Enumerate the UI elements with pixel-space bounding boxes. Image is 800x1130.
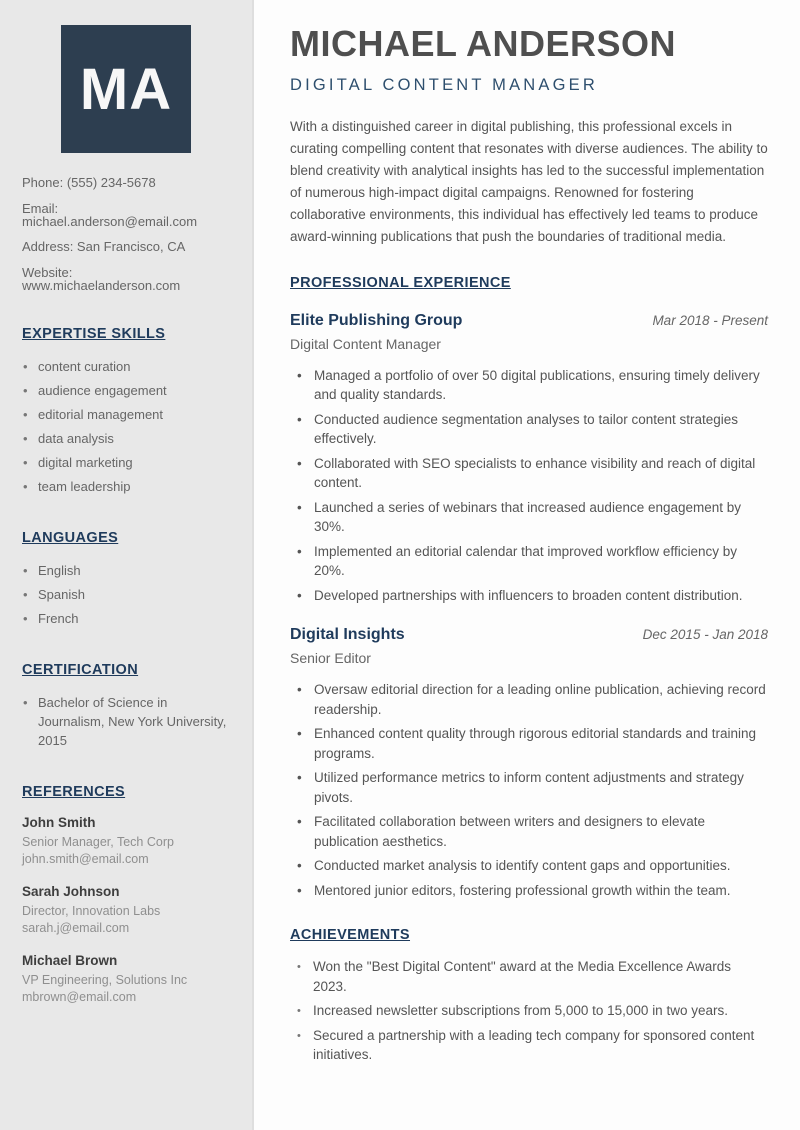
skill-item: • content curation xyxy=(22,357,230,376)
reference-name: Sarah Johnson xyxy=(22,883,120,899)
job-company: Digital Insights xyxy=(290,626,405,644)
job-role: Digital Content Manager xyxy=(290,335,441,352)
job-bullets xyxy=(290,680,768,900)
achievements-section xyxy=(290,927,768,1065)
experience-section xyxy=(290,275,768,901)
job-bullet: • Managed a portfolio of over 50 digital publications, ensuring timely delivery and quality standards. xyxy=(296,366,768,405)
references-heading: REFERENCES xyxy=(22,783,126,800)
contact-info xyxy=(22,176,230,292)
job-bullet: • Collaborated with SEO specialists to enhance visibility and reach of digital content. xyxy=(296,454,768,493)
job-bullet: • Implemented an editorial calendar that improved workflow efficiency by 20%. xyxy=(296,542,768,581)
job-header xyxy=(290,626,768,644)
main-content xyxy=(254,0,800,1130)
profile-summary: With a distinguished career in digital publishing, this professional excels in curating compelling content that resonates with diverse audiences. The ability to blend creativity with analytical insights has led to the successful implementation of numerous high-impact digital campaigns. Renowned for fostering collaborative environments, this individual has effectively led teams to produce award-winning publications that push the boundaries of traditional media. xyxy=(290,118,768,244)
reference-title: Senior Manager, Tech Corp xyxy=(22,834,174,849)
achievements-heading: ACHIEVEMENTS xyxy=(290,927,411,944)
job-entry-digital-insights xyxy=(290,626,768,900)
language-item: • Spanish xyxy=(22,585,230,604)
job-entry-elite-publishing xyxy=(290,312,768,606)
job-dates: Mar 2018 - Present xyxy=(652,312,768,328)
reference-entry xyxy=(22,884,230,938)
skills-heading: EXPERTISE SKILLS xyxy=(22,325,166,342)
sidebar xyxy=(0,0,254,1130)
contact-address: Address: San Francisco, CA xyxy=(22,239,186,254)
reference-title: VP Engineering, Solutions Inc xyxy=(22,972,188,987)
skill-item: • editorial management xyxy=(22,405,230,424)
skills-section xyxy=(22,326,230,496)
languages-list xyxy=(22,561,230,628)
contact-website: Website: www.michaelanderson.com xyxy=(22,264,181,293)
language-item: • French xyxy=(22,609,230,628)
job-bullet: • Developed partnerships with influencers to broaden content distribution. xyxy=(296,586,768,606)
job-bullets xyxy=(290,366,768,606)
job-bullet: • Conducted market analysis to identify content gaps and opportunities. xyxy=(296,856,768,876)
certification-item: • Bachelor of Science in Journalism, New York University, 2015 xyxy=(22,693,230,750)
job-company: Elite Publishing Group xyxy=(290,311,463,329)
skill-item: • data analysis xyxy=(22,429,230,448)
job-bullet: • Mentored junior editors, fostering professional growth within the team. xyxy=(296,881,768,901)
person-job-title: DIGITAL CONTENT MANAGER xyxy=(290,75,598,94)
job-bullet: • Conducted audience segmentation analyses to tailor content strategies effectively. xyxy=(296,410,768,449)
language-item: • English xyxy=(22,561,230,580)
job-bullet: • Launched a series of webinars that increased audience engagement by 30%. xyxy=(296,498,768,537)
job-bullet: • Enhanced content quality through rigorous editorial standards and training programs. xyxy=(296,724,768,763)
achievement-item: • Won the "Best Digital Content" award at the Media Excellence Awards 2023. xyxy=(296,957,768,996)
job-role: Senior Editor xyxy=(290,650,371,667)
skill-item: • digital marketing xyxy=(22,453,230,472)
monogram-initials: MA xyxy=(79,56,173,122)
skill-item: • audience engagement xyxy=(22,381,230,400)
reference-name: Michael Brown xyxy=(22,952,118,968)
reference-entry xyxy=(22,815,230,869)
achievements-list xyxy=(290,957,768,1065)
job-bullet: • Utilized performance metrics to inform content adjustments and strategy pivots. xyxy=(296,768,768,807)
job-bullet: • Oversaw editorial direction for a leading online publication, achieving record readership. xyxy=(296,680,768,719)
languages-heading: LANGUAGES xyxy=(22,529,119,546)
reference-email: john.smith@email.com xyxy=(22,852,149,866)
certification-section xyxy=(22,662,230,750)
reference-name: John Smith xyxy=(22,814,96,830)
references-section xyxy=(22,784,230,1007)
languages-section xyxy=(22,530,230,628)
person-name: MICHAEL ANDERSON xyxy=(290,23,677,64)
job-dates: Dec 2015 - Jan 2018 xyxy=(642,627,768,643)
references-list xyxy=(22,815,230,1007)
skill-item: • team leadership xyxy=(22,477,230,496)
certification-heading: CERTIFICATION xyxy=(22,661,139,678)
job-header xyxy=(290,312,768,330)
certification-list xyxy=(22,693,230,750)
monogram-avatar xyxy=(61,25,191,153)
achievement-item: • Increased newsletter subscriptions from 5,000 to 15,000 in two years. xyxy=(296,1001,768,1021)
achievement-item: • Secured a partnership with a leading tech company for sponsored content initiatives. xyxy=(296,1026,768,1065)
reference-title: Director, Innovation Labs xyxy=(22,903,161,918)
contact-phone: Phone: (555) 234-5678 xyxy=(22,175,156,190)
reference-email: sarah.j@email.com xyxy=(22,921,130,935)
contact-email: Email: michael.anderson@email.com xyxy=(22,200,198,229)
skills-list xyxy=(22,357,230,496)
reference-email: mbrown@email.com xyxy=(22,990,137,1004)
experience-heading: PROFESSIONAL EXPERIENCE xyxy=(290,274,511,291)
reference-entry xyxy=(22,953,230,1007)
job-bullet: • Facilitated collaboration between writers and designers to elevate publication aesthetics. xyxy=(296,812,768,851)
